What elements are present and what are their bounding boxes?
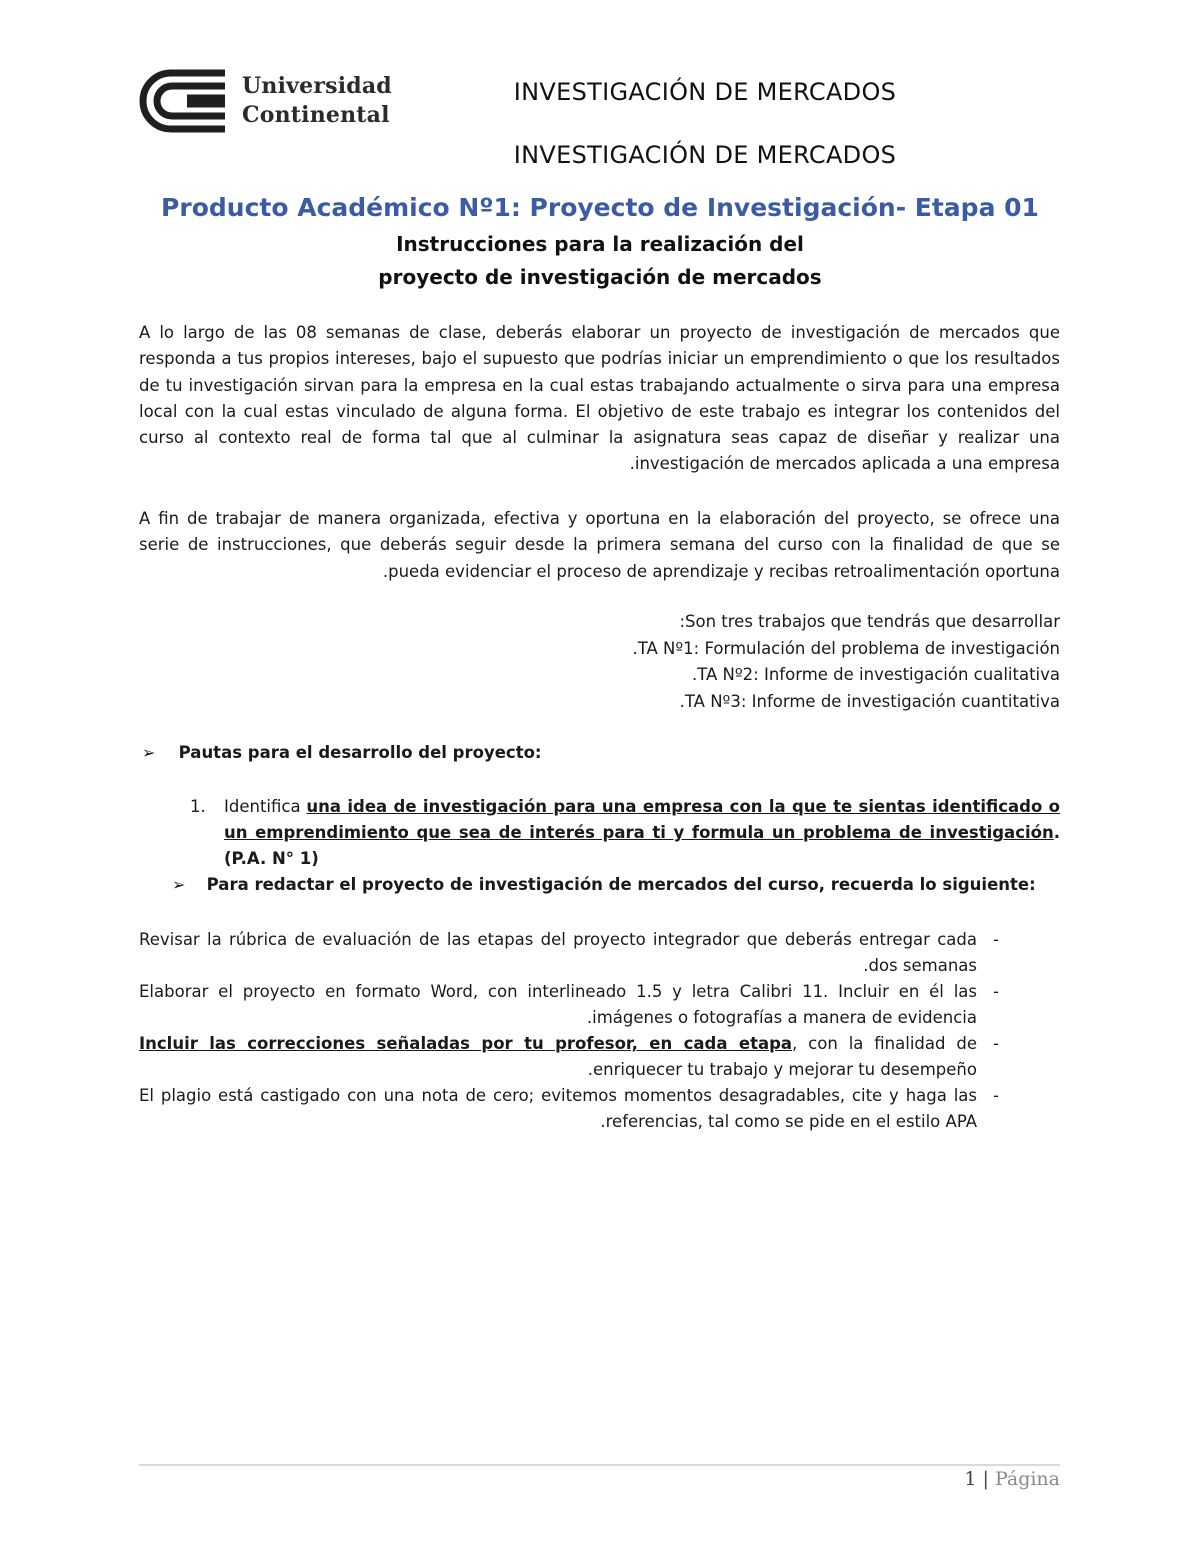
intro-paragraph-text: A lo largo de las 08 semanas de clase, deberás elaborar un proyecto de investigación de mercados que responda a tus propios intereses, bajo el supuesto que podrías iniciar un emprendimiento o que los resultados de tu investigación sirvan para la empresa en la cual estas trabajando actualmente o sirva para una empresa local con la cual estas vinculado de alguna forma. El objetivo de este trabajo es integrar los contenidos del curso al contexto real de forma tal que al culminar la asignatura seas capaz de diseñar y realizar una investigación de mercados aplicada a una empresa.	[139, 323, 1060, 474]
remember-item-1	[139, 927, 999, 979]
organization-paragraph-text: A fin de trabajar de manera organizada, efectiva y oportuna en la elaboración del proyecto, se ofrece una serie de instrucciones, que deberás seguir desde la primera semana del curso con la finalidad de que se pueda evidenciar el proceso de aprendizaje y recibas retroalimentación oportuna.	[139, 509, 1060, 581]
remember-heading-text: Para redactar el proyecto de investigación de mercados del curso, recuerda lo siguiente:	[206, 875, 1036, 894]
guideline-item-suffix: . (P.A. N° 1)	[224, 823, 1060, 868]
organization-paragraph	[139, 506, 1060, 585]
remember-item-2	[139, 979, 999, 1031]
logo-text-line2: Continental	[242, 102, 390, 128]
university-logo	[137, 67, 392, 135]
intro-paragraph	[139, 320, 1060, 478]
arrow-bullet-icon: ➢	[142, 743, 156, 762]
page-separator: |	[976, 1468, 995, 1490]
remember-item-4	[139, 1083, 999, 1135]
remember-item-3-bold: Incluir las correcciones señaladas por tu profesor, en cada etapa	[139, 1034, 793, 1053]
guideline-item-number: 1.	[190, 797, 206, 816]
guidelines-heading-text: Pautas para el desarrollo del proyecto:	[178, 743, 542, 762]
remember-list	[139, 927, 999, 1135]
guideline-item-underlined: una idea de investigación para una empresa con la que te sientas identificado o un emprendimiento que sea de interés para ti y formula un problema de investigación	[224, 797, 1060, 842]
instructions-title-line2: proyecto de investigación de mercados	[378, 265, 822, 289]
remember-item-2-text: Elaborar el proyecto en formato Word, con interlineado 1.5 y letra Calibri 11. Incluir en él las imágenes o fotografías a manera de evidencia.	[139, 982, 977, 1027]
work-item-1: TA Nº1: Formulación del problema de investigación.	[632, 639, 1060, 658]
remember-item-3-rest: , con la finalidad de enriquecer tu trabajo y mejorar tu desempeño.	[587, 1034, 977, 1079]
continental-logo-icon	[137, 67, 237, 135]
works-intro: Son tres trabajos que tendrás que desarrollar:	[679, 612, 1060, 631]
instructions-title-line1: Instrucciones para la realización del	[396, 232, 804, 256]
course-title-repeat: INVESTIGACIÓN DE MERCADOS	[513, 141, 897, 169]
guideline-item-1	[190, 794, 1060, 872]
work-item-2: TA Nº2: Informe de investigación cualitativa.	[691, 665, 1060, 684]
page-number: 1	[964, 1468, 977, 1490]
product-title: Producto Académico Nº1: Proyecto de Investigación- Etapa 01	[161, 193, 1039, 222]
work-item-3: TA Nº3: Informe de investigación cuantitativa.	[679, 692, 1060, 711]
course-title: INVESTIGACIÓN DE MERCADOS	[513, 78, 897, 106]
guideline-item-prefix: Identifica	[224, 797, 307, 816]
dash-bullet: -	[993, 930, 999, 949]
logo-text-line1: Universidad	[242, 73, 392, 99]
guideline-item-text	[224, 794, 1060, 872]
dash-bullet: -	[993, 1034, 999, 1053]
guidelines-heading	[142, 743, 542, 762]
dash-bullet: -	[993, 1086, 999, 1105]
dash-bullet: -	[993, 982, 999, 1001]
page-footer	[964, 1468, 1060, 1490]
page-label: Página	[994, 1468, 1060, 1490]
remember-item-4-text: El plagio está castigado con una nota de cero; evitemos momentos desagradables, cite y haga las referencias, tal como se pide en el estilo APA.	[139, 1086, 977, 1131]
remember-item-3	[139, 1031, 999, 1083]
arrow-bullet-icon: ➢	[172, 875, 186, 894]
remember-item-1-text: Revisar la rúbrica de evaluación de las etapas del proyecto integrador que deberás entregar cada dos semanas.	[139, 930, 977, 975]
remember-heading	[172, 875, 1036, 894]
footer-divider	[139, 1464, 1060, 1466]
